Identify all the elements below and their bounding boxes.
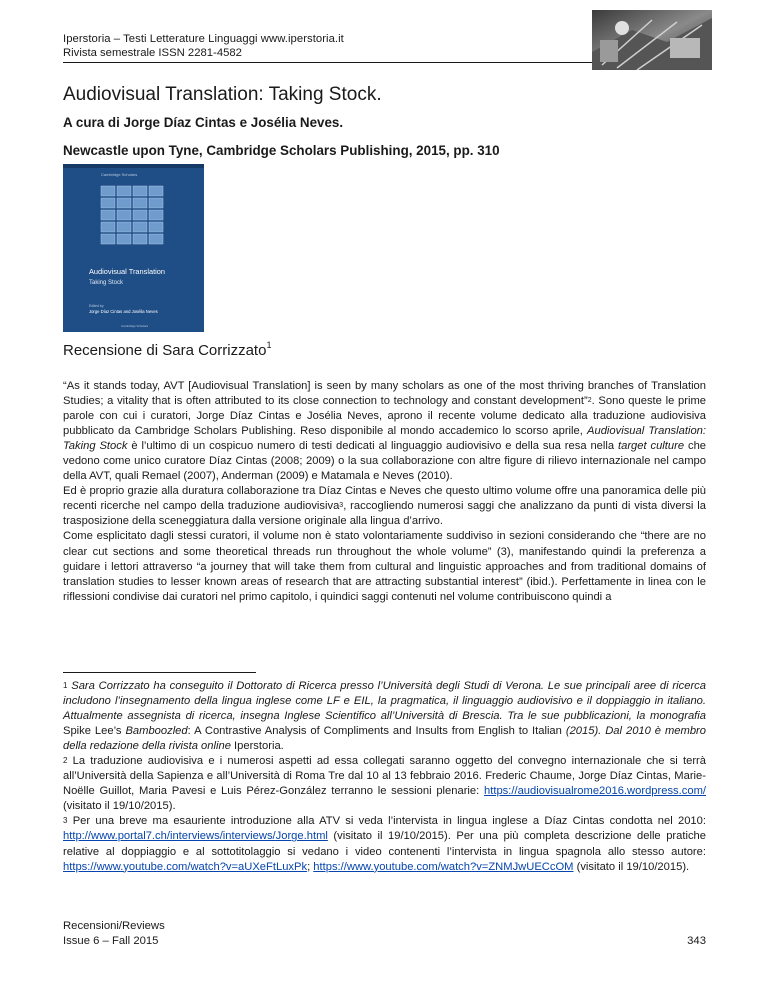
- fn3-link-youtube-2[interactable]: https://www.youtube.com/watch?v=ZNMJwUECcOM: [313, 860, 574, 873]
- cover-editors: Jorge Díaz Cintas and Josélia Neves: [89, 309, 158, 314]
- footer-issue: Issue 6 – Fall 2015: [63, 935, 159, 947]
- fn3-text-a: Per una breve ma esauriente introduzione alla ATV si veda l’intervista in lingua inglese a Díaz Cintas condotta nel 2010:: [67, 815, 706, 828]
- fn1-text-f: Iperstoria: [234, 740, 281, 753]
- running-header-issn: Rivista semestrale ISSN 2281-4582: [63, 47, 242, 59]
- fn2-text-b: (visitato il 19/10/2015).: [63, 800, 176, 813]
- reviewer-text: Recensione di Sara Corrizzato: [63, 342, 267, 359]
- book-cover-image: [63, 164, 204, 332]
- publication-info: Newcastle upon Tyne, Cambridge Scholars Publishing, 2015, pp. 310: [63, 143, 500, 158]
- fn2-text-a: La traduzione audiovisiva e i numerosi aspetti ad essa collegati saranno oggetto del convegno internazionale che si terrà all’Università della Sapienza e all’Università di Roma Tre dal 10 al 13 febbraio 2016. Frederic Chaume, Jorge Díaz Cintas, Marie-Noëlle Guillot, Maria Pavesi e Luis Pérez-González terranno le sessioni plenarie:: [63, 755, 706, 798]
- footnote-2-number: 2: [63, 756, 68, 766]
- fn2-link[interactable]: https://audiovisualrome2016.wordpress.com/: [484, 785, 706, 798]
- page-number: 343: [687, 935, 706, 947]
- running-header-title: Iperstoria – Testi Letterature Linguaggi www.iperstoria.it: [63, 33, 344, 45]
- book-editors: A cura di Jorge Díaz Cintas e Josélia Neves.: [63, 115, 344, 130]
- reviewer-line: [63, 342, 271, 359]
- footnote-3: [63, 814, 706, 874]
- footnote-rule: [63, 672, 256, 673]
- cover-title-2: Taking Stock: [89, 280, 124, 286]
- cover-edited-by: Edited by: [89, 304, 104, 308]
- header-rule: [63, 62, 643, 63]
- fn3-text-d: (visitato il 19/10/2015).: [573, 860, 690, 873]
- p1-text-d: che vedono come unico curatore Díaz Cintas (2008; 2009) o la sua collaborazione con altre figure di rilievo internazionale nel campo della AVT, quali Remael (2007), Anderman (2009) e Matamala e Neves (2010).: [63, 440, 707, 483]
- paragraph-3: Come esplicitato dagli stessi curatori, il volume non è stato volontariamente suddiviso in sezioni considerando che “there are no clear cut sections and some theoretical threads run throughout the whole volume” (3), manifestando quindi la preferenza a guidare i lettori attraverso “a journey that will take them from cultural and linguistic approaches and from traditional domains of translation studies to lesser known areas of research that are attracting substantial interest” (ibid.). Perfettamente in linea con le riflessioni condivise dai curatori nel primo capitolo, i quindici saggi contenuti nel volume contribuiscono quindi a: [63, 530, 706, 603]
- footnote-3-number: 3: [63, 816, 68, 826]
- cover-publisher: Cambridge Scholars: [121, 324, 149, 328]
- footnote-1: [63, 679, 706, 754]
- footnote-ref-2: 2: [587, 397, 592, 405]
- p1-target-culture: target culture: [617, 440, 685, 453]
- fn1-text-g: .: [280, 740, 284, 753]
- p2-text-a: Ed è proprio grazie alla duratura collaborazione tra Díaz Cintas e Neves che questo ultimo volume offre una panoramica delle più recenti ricerche nel campo della traduzione audiovisiva: [63, 485, 706, 513]
- fn3-link-portal7[interactable]: http://www.portal7.ch/interviews/interviews/Jorge.html: [63, 830, 328, 843]
- review-body: [63, 379, 706, 605]
- footnote-ref-3: 3: [339, 502, 344, 510]
- fn1-text-b: Spike Lee’s: [63, 725, 126, 738]
- p1-text-c: è l’ultimo di un cospicuo numero di testi dedicati al linguaggio audiovisivo e della sua resa nella: [127, 440, 618, 453]
- p1-text-a: “As it stands today, AVT [Audiovisual Translation] is seen by many scholars as one of the most thriving branches of Translation Studies; a vitality that is often attributed to its close connection to technology and constant development”: [63, 380, 706, 408]
- fn3-text-b: (visitato il 19/10/2015). Per una più completa descrizione delle pratiche relative al doppiaggio e al sottotitolaggio si vedano i video contenenti l’intervista in lingua spagnola allo stesso autore:: [63, 830, 706, 858]
- cover-small-top: Cambridge Scholars: [101, 172, 138, 177]
- footnote-ref-1: 1: [266, 340, 272, 350]
- header-photo-icon: [592, 10, 712, 70]
- footnote-2: [63, 754, 706, 814]
- paragraph-2: [63, 484, 706, 529]
- fn1-text-a: Sara Corrizzato ha conseguito il Dottorato di Ricerca presso l’Università degli Studi di Verona. Le sue principali aree di ricerca includono l’insegnamento della lingua inglese come LF e EIL, la pragmatica, il linguaggio audiovisivo e il doppiaggio in italiano. Attualmente assegnista di ricerca, insegna Inglese Scientifico all’Università di Brescia. Tra le sue pubblicazioni, la monografia: [63, 680, 706, 723]
- fn3-text-c: ;: [307, 860, 314, 873]
- review-title: Audiovisual Translation: Taking Stock.: [63, 84, 382, 105]
- fn1-text-e: (2015). Dal 2010 è membro della redazione della rivista online: [63, 725, 707, 753]
- p1-text-b: . Sono queste le prime parole con cui i curatori, Jorge Díaz Cintas e Josélia Neves, aprono il recente volume dedicato alla traduzione audiovisiva pubblicato da Cambridge Scholars Publishing. Reso disponibile al mondo accademico lo scorso aprile,: [63, 395, 706, 438]
- p1-book-title: Audiovisual Translation: Taking Stock: [63, 425, 706, 453]
- footnotes: [63, 679, 706, 875]
- cover-title-1: Audiovisual Translation: [89, 267, 166, 276]
- fn1-text-d: : A Contrastive Analysis of Compliments and Insults from English to Italian: [187, 725, 562, 738]
- fn1-text-c: Bamboozled: [125, 725, 188, 738]
- p2-text-b: , raccogliendo numerosi saggi che analizzano da punti di vista diversi la trasposizione della sceneggiatura dalla versione originale alla lingua d’arrivo.: [63, 500, 706, 528]
- paragraph-1: [63, 379, 706, 484]
- fn3-link-youtube-1[interactable]: https://www.youtube.com/watch?v=aUXeFtLuxPk: [63, 860, 308, 873]
- footer-section: Recensioni/Reviews: [63, 920, 165, 932]
- footnote-1-number: 1: [63, 681, 68, 690]
